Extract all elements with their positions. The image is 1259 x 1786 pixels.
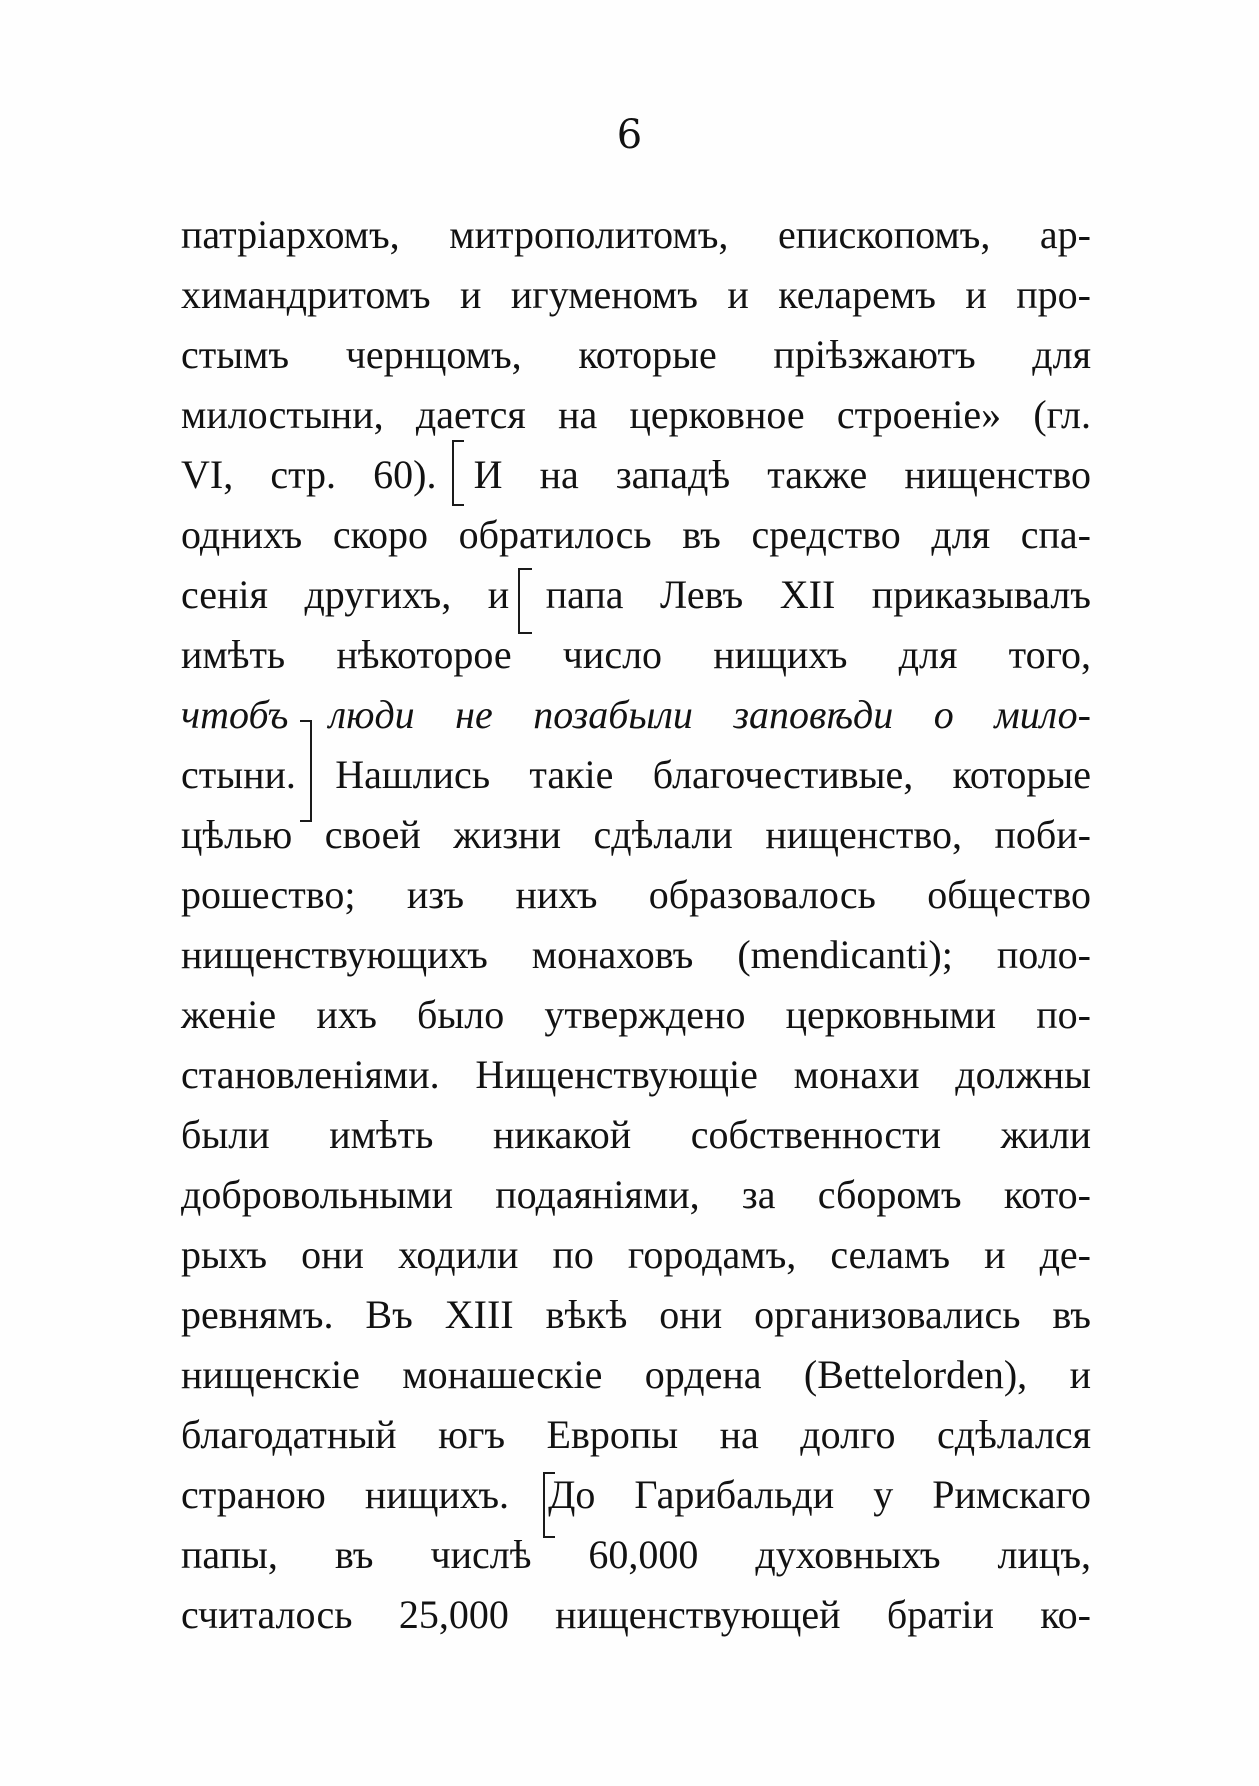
text-line: сенія другихъ, и папа Левъ XII приказывалъ: [181, 572, 1091, 617]
text-line: однихъ скоро обратилось въ средство для спа-: [181, 512, 1091, 557]
bracket-mark-open: [452, 440, 464, 506]
bracket-mark-open: [518, 568, 532, 634]
text-line: нищенствующихъ монаховъ (mendicanti); поло-: [181, 932, 1091, 977]
text-line: благодатный югъ Европы на долго сдѣлался: [181, 1412, 1091, 1457]
text-line: милостыни, дается на церковное строеніе» (гл.: [181, 392, 1091, 437]
text-line: рошество; изъ нихъ образовалось общество: [181, 872, 1091, 917]
text-line: нищенскіе монашескіе ордена (Bettelorden), и: [181, 1352, 1091, 1397]
text-line: цѣлью своей жизни сдѣлали нищенство, поби-: [181, 812, 1091, 857]
text-line: VI, стр. 60). И на западѣ также нищенство: [181, 452, 1091, 497]
text-line: рыхъ они ходили по городамъ, селамъ и де-: [181, 1232, 1091, 1277]
text-line: стымъ чернцомъ, которые пріѣзжаютъ для: [181, 332, 1091, 377]
bracket-mark-close: [300, 720, 312, 822]
body-text: [181, 205, 1091, 1645]
page-number: 6: [616, 112, 643, 158]
text-line: стыни. Нашлись такіе благочестивые, которые: [181, 752, 1091, 797]
text-line: страною нищихъ. До Гарибальди у Римскаго: [181, 1472, 1091, 1517]
text-line-italic: чтобъ люди не позабыли заповѣди о мило-: [181, 692, 1091, 737]
text-line: имѣть нѣкоторое число нищихъ для того,: [181, 632, 1091, 677]
text-line: считалось 25,000 нищенствующей братіи ко-: [181, 1592, 1091, 1637]
text-line: женіе ихъ было утверждено церковными по-: [181, 992, 1091, 1037]
text-line: были имѣть никакой собственности жили: [181, 1112, 1091, 1157]
text-line: ревнямъ. Въ XIII вѣкѣ они организовались въ: [181, 1292, 1091, 1337]
text-line: добровольными подаяніями, за сборомъ кото-: [181, 1172, 1091, 1217]
text-line: становленіями. Нищенствующіе монахи должны: [181, 1052, 1091, 1097]
bracket-mark-open: [543, 1472, 555, 1538]
text-line: папы, въ числѣ 60,000 духовныхъ лицъ,: [181, 1532, 1091, 1577]
text-line: химандритомъ и игуменомъ и келаремъ и про-: [181, 272, 1091, 317]
text-line: патріархомъ, митрополитомъ, епископомъ, ар-: [181, 212, 1091, 257]
